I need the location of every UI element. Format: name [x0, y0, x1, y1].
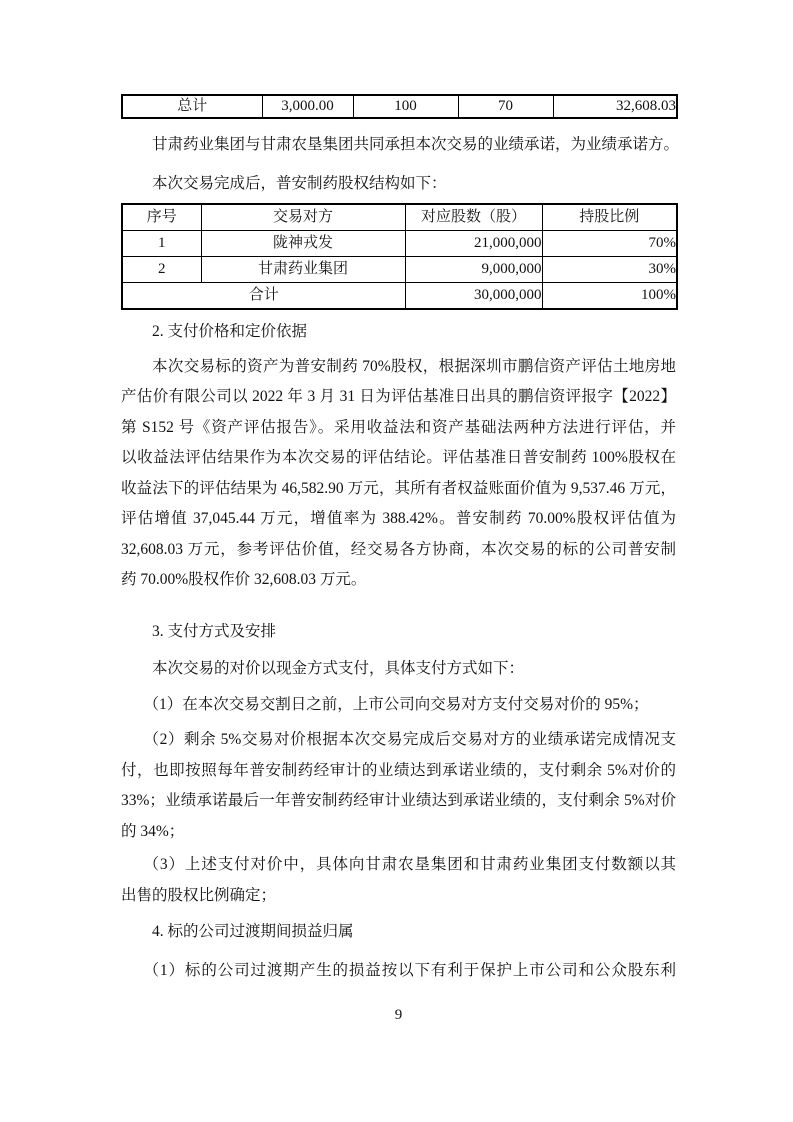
document-content: [121, 94, 680, 986]
payment-item-1: [121, 690, 676, 721]
payment-item-3: [121, 850, 676, 911]
payment-item-line: （3）上述支付对价中，具体向甘肃农垦集团和甘肃药业集团支付数额以其: [143, 856, 676, 873]
valuation-paragraph-line: 32,608.03 万元，参考评估价值，经交易各方协商，本次交易的标的公司普安制: [121, 540, 676, 558]
valuation-paragraph-line: 第 S152 号《资产评估报告》。采用收益法和资产基础法两种方法进行评估，并: [121, 418, 676, 436]
payment-item-line: （2）剩余 5%交易对价根据本次交易完成后交易对方的业绩承诺完成情况支: [143, 731, 676, 748]
row1-index: 1: [122, 231, 201, 257]
payment-item-line: 出售的股权比例确定；: [121, 886, 277, 904]
total-value-cell: 32,608.03: [553, 95, 677, 118]
total-row: [122, 95, 677, 118]
valuation-paragraph-line: 收益法下的评估结果为 46,582.90 万元，其所有者权益账面价值为 9,537.46 万元，: [121, 479, 676, 497]
header-ratio: 持股比例: [542, 204, 677, 231]
total-amount-cell: 3,000.00: [262, 95, 353, 118]
equity-structure-table: [121, 203, 678, 310]
total-label-cell: 总计: [122, 95, 262, 118]
transition-item-line: （1）标的公司过渡期产生的损益按以下有利于保护上市公司和公众股东利: [143, 961, 676, 979]
valuation-paragraph: [121, 352, 676, 596]
footer-total-label: 合计: [122, 283, 405, 310]
total-col4-cell: 70: [458, 95, 553, 118]
transition-item-1: [121, 956, 676, 987]
total-col3-cell: 100: [353, 95, 458, 118]
transaction-total-table: [121, 94, 678, 119]
table-row: [122, 231, 677, 257]
equity-structure-lead-paragraph: 本次交易完成后，普安制药股权结构如下：: [152, 174, 447, 192]
payment-item-line: 33%；业绩承诺最后一年普安制药经审计业绩达到承诺业绩的，支付剩余 5%对价: [121, 792, 676, 809]
payment-item-line: 付，也即按照每年普安制药经审计的业绩达到承诺业绩的，支付剩余 5%对价的: [121, 761, 676, 779]
row1-counterparty: 陇神戎发: [201, 231, 405, 257]
page-number: 9: [394, 1007, 403, 1023]
performance-commitment-paragraph: 甘肃药业集团与甘肃农垦集团共同承担本次交易的业绩承诺，为业绩承诺方。: [152, 136, 680, 153]
row2-shares: 9,000,000: [405, 257, 542, 283]
header-index: 序号: [122, 204, 201, 231]
valuation-paragraph-line: 以收益法评估结果作为本次交易的评估结论。评估基准日普安制药 100%股权在: [121, 449, 676, 466]
valuation-paragraph-line: 评估增值 37,045.44 万元，增值率为 388.42%。普安制药 70.00%股权评估值为: [121, 510, 676, 527]
footer-total-ratio: 100%: [542, 283, 677, 310]
valuation-paragraph-line: 本次交易标的资产为普安制药 70%股权，根据深圳市鹏信资产评估土地房地: [152, 357, 676, 375]
row2-counterparty: 甘肃药业集团: [201, 257, 405, 283]
section-2-heading: 2. 支付价格和定价依据: [152, 323, 308, 340]
header-shares: 对应股数（股）: [405, 204, 542, 231]
row2-ratio: 30%: [542, 257, 677, 283]
section-3-heading: 3. 支付方式及安排: [152, 622, 277, 640]
payment-item-2: [121, 725, 676, 847]
payment-item-line: 的 34%；: [121, 822, 185, 840]
footer-total-shares: 30,000,000: [405, 283, 542, 310]
valuation-paragraph-line: 产估价有限公司以 2022 年 3 月 31 日为评估基准日出具的鹏信资评报字【2022】: [121, 388, 676, 405]
equity-header-row: [122, 204, 677, 231]
row1-shares: 21,000,000: [405, 231, 542, 257]
header-counterparty: 交易对方: [201, 204, 405, 231]
table-row: [122, 257, 677, 283]
row2-index: 2: [122, 257, 201, 283]
row1-ratio: 70%: [542, 231, 677, 257]
equity-footer-row: [122, 283, 677, 310]
payment-item-line: （1）在本次交易交割日之前，上市公司向交易对方支付交易对价的 95%；: [143, 695, 649, 713]
payment-method-lead: 本次交易的对价以现金方式支付，具体支付方式如下：: [152, 660, 525, 677]
section-4-heading: 4. 标的公司过渡期间损益归属: [152, 923, 354, 940]
valuation-paragraph-line: 药 70.00%股权作价 32,608.03 万元。: [121, 571, 367, 588]
